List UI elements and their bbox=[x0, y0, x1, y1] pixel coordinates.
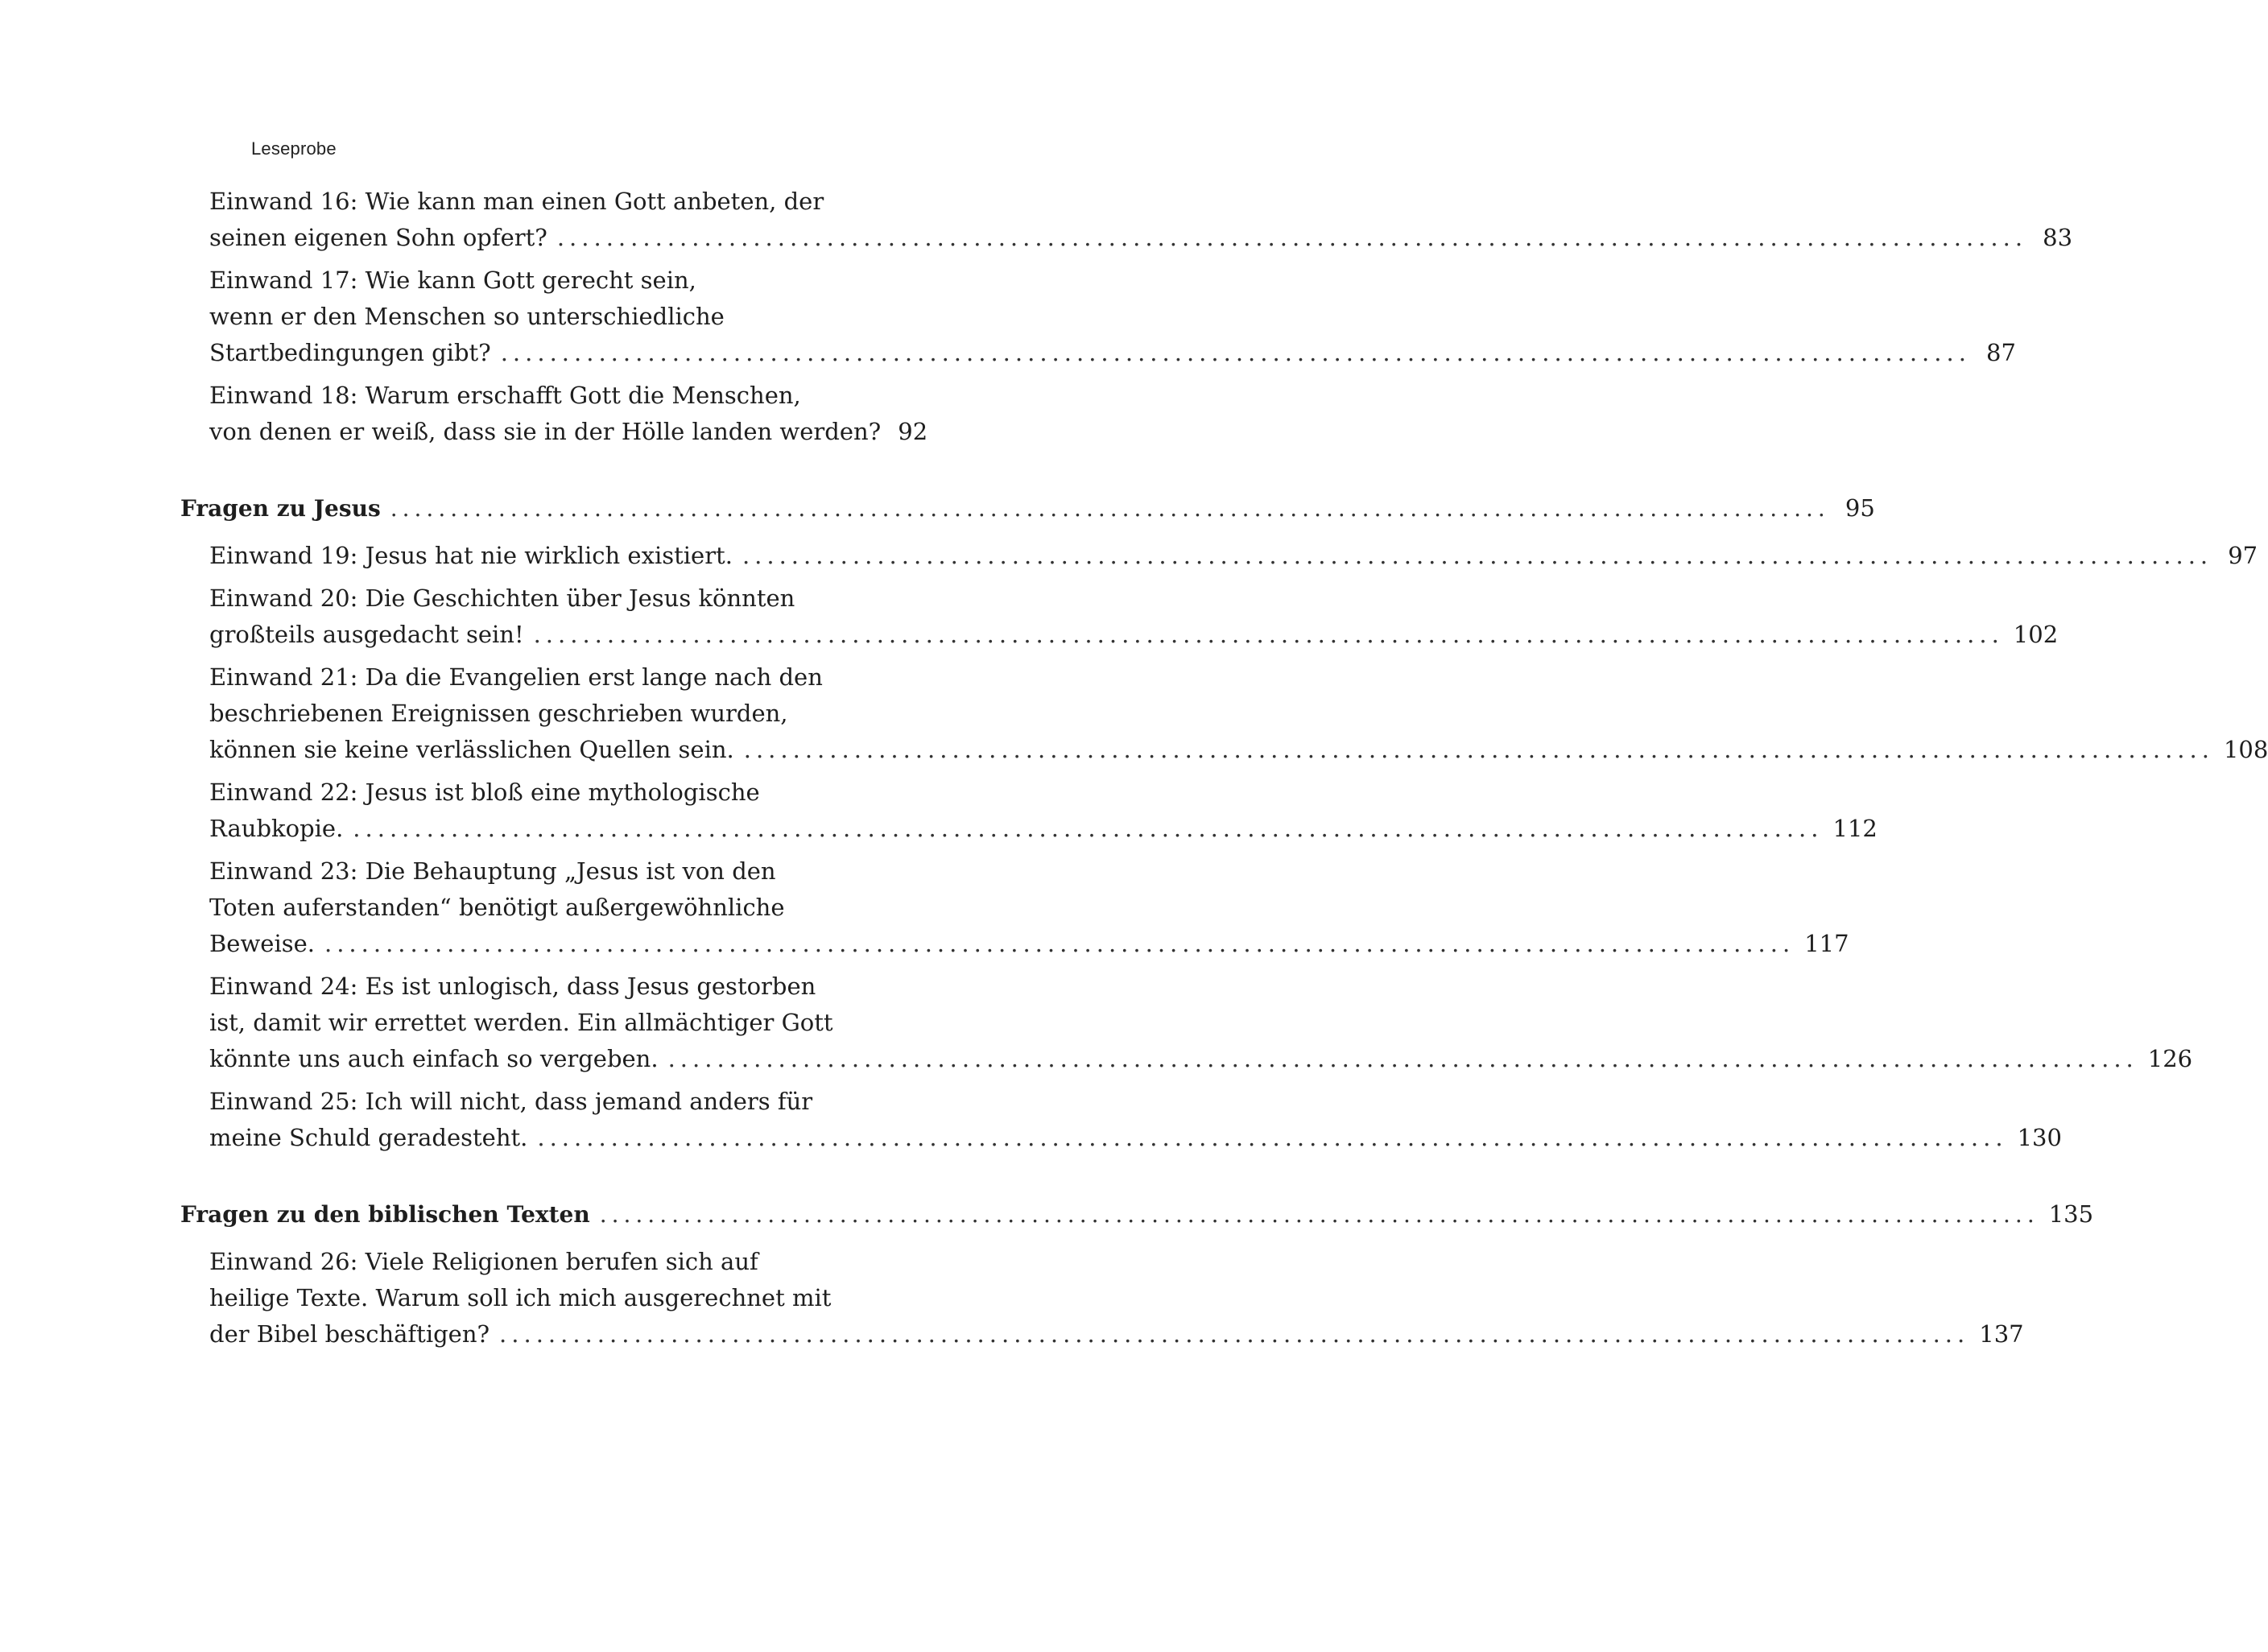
entry-line: wenn er den Menschen so unterschiedliche bbox=[209, 303, 725, 330]
dot-leader: ........................................................................................................................ bbox=[533, 621, 2004, 648]
dot-leader: ........................................................................................................................ bbox=[743, 736, 2214, 763]
entry-line: Einwand 21: Da die Evangelien erst lange nach den bbox=[209, 663, 823, 691]
dot-leader: ........................................................................................................................ bbox=[353, 815, 1824, 842]
page-number: 137 bbox=[1979, 1320, 2024, 1348]
entry-text: Raubkopie. bbox=[209, 815, 344, 842]
entry-last-line bbox=[209, 811, 1878, 847]
entry-text: könnte uns auch einfach so vergeben. bbox=[209, 1045, 659, 1072]
toc-entry-einwand-24[interactable] bbox=[209, 968, 2193, 1077]
page-number: 92 bbox=[898, 418, 928, 445]
entry-line: Einwand 18: Warum erschafft Gott die Menschen, bbox=[209, 382, 801, 409]
entry-line: Toten auferstanden“ benötigt außergewöhnliche bbox=[209, 894, 785, 921]
toc-entry-einwand-20[interactable] bbox=[209, 580, 2059, 653]
entry-text: Einwand 19: Jesus hat nie wirklich existiert. bbox=[209, 542, 733, 569]
dot-leader: ........................................................................................................................ bbox=[390, 495, 1830, 522]
entry-last-line bbox=[209, 414, 928, 450]
entry-last-line bbox=[209, 1316, 2024, 1353]
entry-line: beschriebenen Ereignissen geschrieben wurden, bbox=[209, 700, 788, 727]
entry-line: Einwand 17: Wie kann Gott gerecht sein, bbox=[209, 266, 696, 294]
page-number: 95 bbox=[1845, 494, 1875, 522]
toc-entry-einwand-26[interactable] bbox=[209, 1244, 2024, 1353]
entry-line: Einwand 16: Wie kann man einen Gott anbeten, der bbox=[209, 188, 824, 215]
dot-leader: ........................................................................................................................ bbox=[556, 224, 2028, 251]
entry-last-line bbox=[209, 1120, 2062, 1156]
entry-last-line bbox=[209, 1041, 2193, 1077]
dot-leader: ........................................................................................................................ bbox=[599, 1201, 2039, 1228]
entry-line: Einwand 20: Die Geschichten über Jesus könnten bbox=[209, 584, 795, 612]
entry-text: von denen er weiß, dass sie in der Hölle landen werden? bbox=[209, 418, 882, 445]
entry-text: können sie keine verlässlichen Quellen sein. bbox=[209, 736, 734, 763]
entry-line: Einwand 23: Die Behauptung „Jesus ist von den bbox=[209, 857, 776, 885]
page-number: 126 bbox=[2147, 1045, 2193, 1072]
entry-last-line bbox=[209, 220, 2073, 256]
page-number: 117 bbox=[1804, 930, 1849, 957]
page-number: 97 bbox=[2228, 542, 2258, 569]
toc-entry-einwand-19[interactable] bbox=[209, 538, 2258, 574]
entry-last-line bbox=[209, 538, 2258, 574]
page-number: 108 bbox=[2223, 736, 2268, 763]
section-title: Fragen zu Jesus bbox=[180, 495, 381, 522]
entry-line: Einwand 25: Ich will nicht, dass jemand anders für bbox=[209, 1088, 813, 1115]
page-number: 135 bbox=[2048, 1200, 2094, 1228]
page-number: 87 bbox=[1986, 339, 2016, 366]
entry-text: meine Schuld geradesteht. bbox=[209, 1124, 528, 1151]
dot-leader: ........................................................................................................................ bbox=[500, 339, 1971, 366]
entry-last-line bbox=[209, 732, 2268, 768]
entry-last-line bbox=[209, 617, 2059, 653]
entry-line: Einwand 24: Es ist unlogisch, dass Jesus gestorben bbox=[209, 973, 816, 1000]
page-number: 102 bbox=[2013, 621, 2059, 648]
toc-entry-einwand-23[interactable] bbox=[209, 853, 1849, 962]
dot-leader: ........................................................................................................................ bbox=[499, 1320, 1970, 1348]
toc-section-jesus[interactable] bbox=[180, 490, 1875, 527]
dot-leader: ........................................................................................................................ bbox=[667, 1045, 2138, 1072]
toc-entry-einwand-22[interactable] bbox=[209, 774, 1878, 847]
table-of-contents bbox=[180, 184, 2268, 1359]
running-header: Leseprobe bbox=[251, 138, 337, 159]
toc-section-biblische-texte[interactable] bbox=[180, 1196, 2094, 1233]
toc-entry-einwand-17[interactable] bbox=[209, 262, 2016, 371]
entry-line: Einwand 26: Viele Religionen berufen sich auf bbox=[209, 1248, 758, 1275]
toc-entry-einwand-21[interactable] bbox=[209, 659, 2268, 768]
entry-text: Beweise. bbox=[209, 930, 315, 957]
toc-entry-einwand-25[interactable] bbox=[209, 1084, 2062, 1156]
entry-text: Startbedingungen gibt? bbox=[209, 339, 491, 366]
entry-text: großteils ausgedacht sein! bbox=[209, 621, 524, 648]
toc-entry-einwand-16[interactable] bbox=[209, 184, 2073, 256]
entry-text: seinen eigenen Sohn opfert? bbox=[209, 224, 547, 251]
dot-leader: ........................................................................................................................ bbox=[742, 542, 2213, 569]
entry-last-line bbox=[209, 926, 1849, 962]
dot-leader: ........................................................................................................................ bbox=[324, 930, 1795, 957]
entry-line: Einwand 22: Jesus ist bloß eine mythologische bbox=[209, 779, 760, 806]
section-title: Fragen zu den biblischen Texten bbox=[180, 1201, 590, 1228]
page-number: 130 bbox=[2017, 1124, 2062, 1151]
entry-line: ist, damit wir errettet werden. Ein allmächtiger Gott bbox=[209, 1009, 833, 1036]
entry-text: der Bibel beschäftigen? bbox=[209, 1320, 490, 1348]
entry-line: heilige Texte. Warum soll ich mich ausgerechnet mit bbox=[209, 1284, 832, 1311]
page-number: 112 bbox=[1832, 815, 1878, 842]
toc-entry-einwand-18[interactable] bbox=[209, 378, 928, 450]
entry-last-line bbox=[209, 335, 2016, 371]
dot-leader: ........................................................................................................................ bbox=[537, 1124, 2008, 1151]
page-number: 83 bbox=[2043, 224, 2073, 251]
